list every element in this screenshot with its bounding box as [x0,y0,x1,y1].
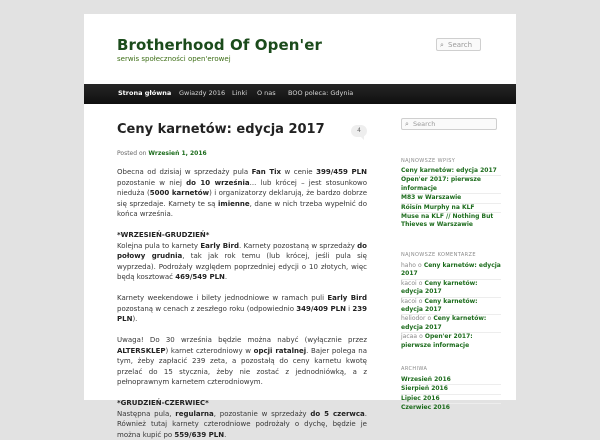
comment-post-link[interactable]: Ceny karnetów: edycja 2017 [401,262,501,278]
recent-comment [401,333,501,350]
comment-post-link[interactable]: Ceny karnetów: edycja 2017 [401,279,478,296]
post-title[interactable]: Ceny karnetów: edycja 2017 [117,122,325,137]
header-search-input[interactable] [448,39,480,50]
nav-item-stars-2016[interactable]: Gwiazdy 2016 [179,89,226,97]
nav-item-home[interactable]: Strona główna [118,89,172,97]
search-icon: ⌕ [405,120,409,128]
comment-post-link[interactable]: Ceny karnetów: edycja 2017 [401,315,487,331]
nav-item-boo-gdynia[interactable]: BOO poleca: Gdynia [288,89,354,97]
post-body [117,167,367,440]
post-paragraph: *GRUDZIEŃ-CZERWIEC* Następna pula, regularna, pozostanie w sprzedaży do 5 czerwca. Również tutaj karnety czterodniowe podrożały o dychę, będzie je można kupić po 559/639 PLN. [117,399,368,439]
recent-post-link[interactable]: Róisín Murphy na KLF [401,204,501,213]
comment-post-link[interactable]: Open'er 2017: pierwsze informacje [401,333,473,349]
recent-post-link[interactable]: Open'er 2017: pierwsze informacje [401,176,501,194]
post-date[interactable]: Wrzesień 1, 2016 [148,150,207,157]
comment-count-bubble[interactable]: 4 [351,125,367,137]
recent-comments-title: NAJNOWSZE KOMENTARZE [401,252,476,258]
comment-on-word: o [418,279,423,287]
sidebar-search-input[interactable] [413,119,493,129]
sidebar-search[interactable] [401,118,497,130]
recent-comment [401,298,501,316]
page [84,14,516,439]
nav-item-about[interactable]: O nas [257,89,276,97]
site-title[interactable]: Brotherhood Of Open'er [117,36,323,54]
post-paragraph: Karnety weekendowe i bilety jednodniowe w ramach puli Early Bird pozostaną w cenach z zeszłego roku (odpowiednio 349/409 PLN i 239 PLN). [117,294,367,323]
comment-author: jacaa [401,333,417,341]
comment-on-word: o [427,315,432,323]
comment-author: kacoi [401,297,417,305]
comment-on-word: o [418,297,423,305]
post-paragraph: Uwaga! Do 30 września będzie można nabyć (wyłącznie przez ALTERSKLEP) karnet czterodniowy w opcji ratalnej. Bajer polega na tym, żeby zapłacić 239 zeta, a pozostałą do ceny karnetu kwotę przelać do 15 stycznia, żeby nie zostać z jednodniówką, a z pełnoprawnym karnetem czterodniowym. [117,336,367,386]
nav-item-links[interactable]: Linki [232,89,248,97]
post-paragraph: Obecna od dzisiaj w sprzedaży pula Fan Tix w cenie 399/459 PLN pozostanie w niej do 10 września... lub krócej – jest stosunkowo nieduża (5000 karnetów) i organizatorzy deklarują, że bardzo dobrze się sprzedaje. Karnety te są imienne, dane w nich trzeba wypełnić do końca września. [117,168,367,218]
post-paragraph: *WRZESIEŃ-GRUDZIEŃ* Kolejna pula to karnety Early Bird. Karnety pozostaną w sprzedaży do połowy grudnia, tak jak rok temu (lub krócej, jeśli pula się wyprzeda). Podrożały względem poprzedniej edycji o 10 złotych, więc będą kosztować 469/549 PLN. [117,231,367,281]
archive-link[interactable]: Czerwiec 2016 [401,404,450,412]
recent-posts-list [401,167,501,230]
post-meta [117,150,207,157]
archive-link[interactable]: Sierpień 2016 [401,385,501,394]
comment-author: haho [401,262,416,269]
archive-link[interactable]: Lipiec 2016 [401,395,501,404]
recent-posts-title: NAJNOWSZE WPISY [401,158,456,164]
recent-comment [401,280,501,298]
comment-on-word: o [419,333,423,341]
recent-post-link[interactable]: Ceny karnetów: edycja 2017 [401,167,501,176]
archives-list [401,376,501,413]
archives-title: ARCHIWA [401,366,428,372]
search-icon: ⌕ [440,41,444,49]
archive-link[interactable]: Wrzesień 2016 [401,376,501,385]
comment-post-link[interactable]: Ceny karnetów: edycja 2017 [401,297,478,314]
site-tagline: serwis społeczności open'erowej [117,55,231,63]
main-navigation [84,84,516,104]
posted-on-label: Posted on [117,150,147,157]
comment-author: heliodor [401,315,426,323]
comment-on-word: o [418,262,422,269]
recent-comment [401,262,501,280]
recent-comment [401,315,501,333]
recent-post-link[interactable]: M83 w Warszawie [401,194,501,203]
comment-author: kacoi [401,279,417,287]
recent-comments-list [401,262,501,350]
recent-post-link[interactable]: Muse na KLF // Nothing But Thieves w Warszawie [401,213,494,229]
header-search[interactable] [436,38,481,51]
